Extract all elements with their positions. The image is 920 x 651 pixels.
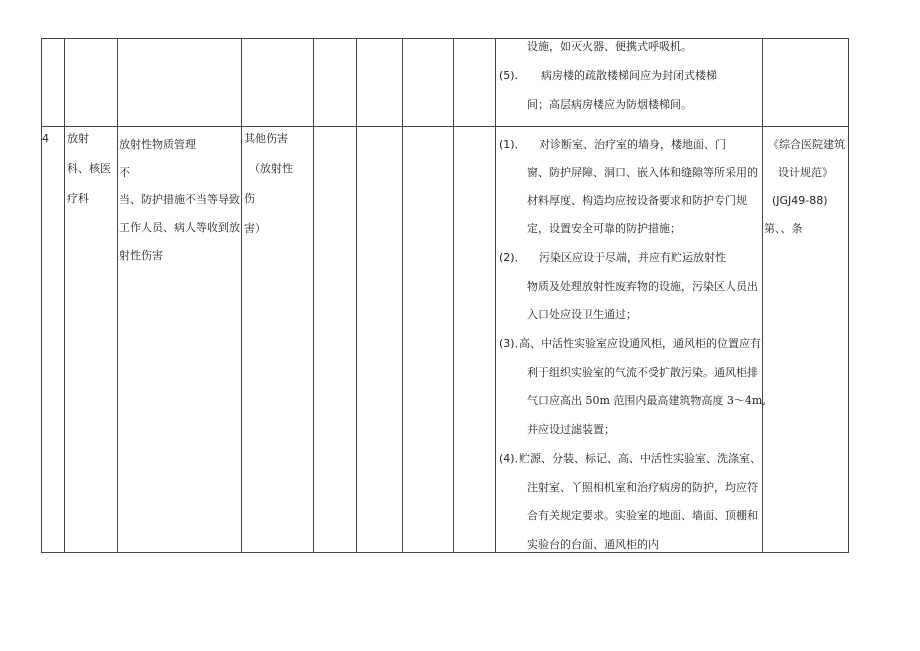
measure-label: (5). — [499, 69, 519, 82]
measure-label: (2)． — [499, 251, 526, 264]
measure-text-line: 污染区应设于尽端，并应有贮运放射性 — [539, 251, 726, 264]
table-col-rule — [762, 38, 763, 553]
measure-label: (3)． — [499, 337, 526, 350]
department-line: 疗科 — [67, 192, 89, 205]
table-col-rule — [313, 38, 314, 553]
row-number: 4 — [42, 132, 49, 145]
table-rule-top — [41, 38, 848, 39]
measure-text-line: 气口应高出 50m 范围内最高建筑物高度 3～4m, — [527, 394, 766, 407]
measure-text-line: 并应设过滤装置； — [527, 423, 615, 436]
measure-label: (1)． — [499, 138, 526, 151]
table-col-rule — [117, 38, 118, 553]
table-col-rule — [241, 38, 242, 553]
hazard-source-line: 工作人员、病人等收到放 — [119, 221, 240, 234]
hazard-source-line: 当、防护措施不当等导致 — [119, 193, 240, 206]
hazard-type-line: 其他伤害 — [244, 132, 288, 145]
measure-text-line: 贮源、分装、标记、高、中活性实验室、洗涤室、 — [519, 452, 761, 465]
measure-text-line: 材料厚度、构造均应按设备要求和防护专门规 — [527, 194, 747, 207]
measure-text-line: 病房楼的疏散楼梯间应为封闭式楼梯 — [541, 69, 717, 82]
measure-text-line: 高、中活性实验室应设通风柜，通风柜的位置应有 — [519, 337, 761, 350]
hazard-type-line: 伤 — [244, 192, 255, 205]
table-col-rule — [495, 38, 496, 553]
table-rule-bottom — [41, 552, 848, 553]
basis-line: 第、、条 — [764, 222, 803, 235]
measure-text-line: 窗、防护屏障、洞口、嵌入体和缝隙等所采用的 — [527, 166, 758, 179]
department-line: 科、核医 — [67, 162, 111, 175]
hazard-source-line: 不 — [119, 166, 130, 179]
measure-text-line: 利于组织实验室的气流不受扩散污染。通风柜排 — [527, 366, 758, 379]
department-line: 放射 — [67, 132, 89, 145]
basis-line: 设计规范》 — [778, 166, 833, 179]
measure-text-line: 对诊断室、治疗室的墙身，楼地面、门 — [539, 138, 726, 151]
measure-text-line: 定，设置安全可靠的防护措施； — [527, 222, 681, 235]
measure-label: (4)． — [499, 452, 526, 465]
hazard-source-line: 射性伤害 — [119, 249, 163, 262]
basis-line: (JGJ49-88) — [772, 194, 828, 207]
measure-text-line: 入口处应设卫生通过； — [527, 308, 637, 321]
table-row-divider — [41, 126, 848, 127]
table-col-rule — [64, 38, 65, 553]
table-col-rule — [453, 38, 454, 553]
measure-text-line: 合有关规定要求。实验室的地面、墙面、顶棚和 — [527, 509, 758, 522]
table-col-rule — [356, 38, 357, 553]
hazard-type-line: 害） — [244, 222, 266, 235]
measure-text-line: 注射室、丫照相机室和治疗病房的防护，均应符 — [527, 481, 758, 494]
table-col-rule — [848, 38, 849, 553]
measure-text-line: 设施，如灭火器、便携式呼吸机。 — [527, 40, 692, 53]
measure-text-line: 物质及处理放射性废弃物的设施，污染区人员出 — [527, 280, 758, 293]
measure-text-line: 实验台的台面、通风柜的内 — [527, 538, 659, 551]
basis-line: 《综合医院建筑 — [768, 138, 845, 151]
table-col-rule — [402, 38, 403, 553]
hazard-source-line: 放射性物质管理 — [119, 138, 196, 151]
table-col-rule — [41, 38, 42, 553]
measure-text-line: 间；高层病房楼应为防烟楼梯间。 — [527, 98, 692, 111]
hazard-type-line: （放射性 — [249, 162, 293, 175]
